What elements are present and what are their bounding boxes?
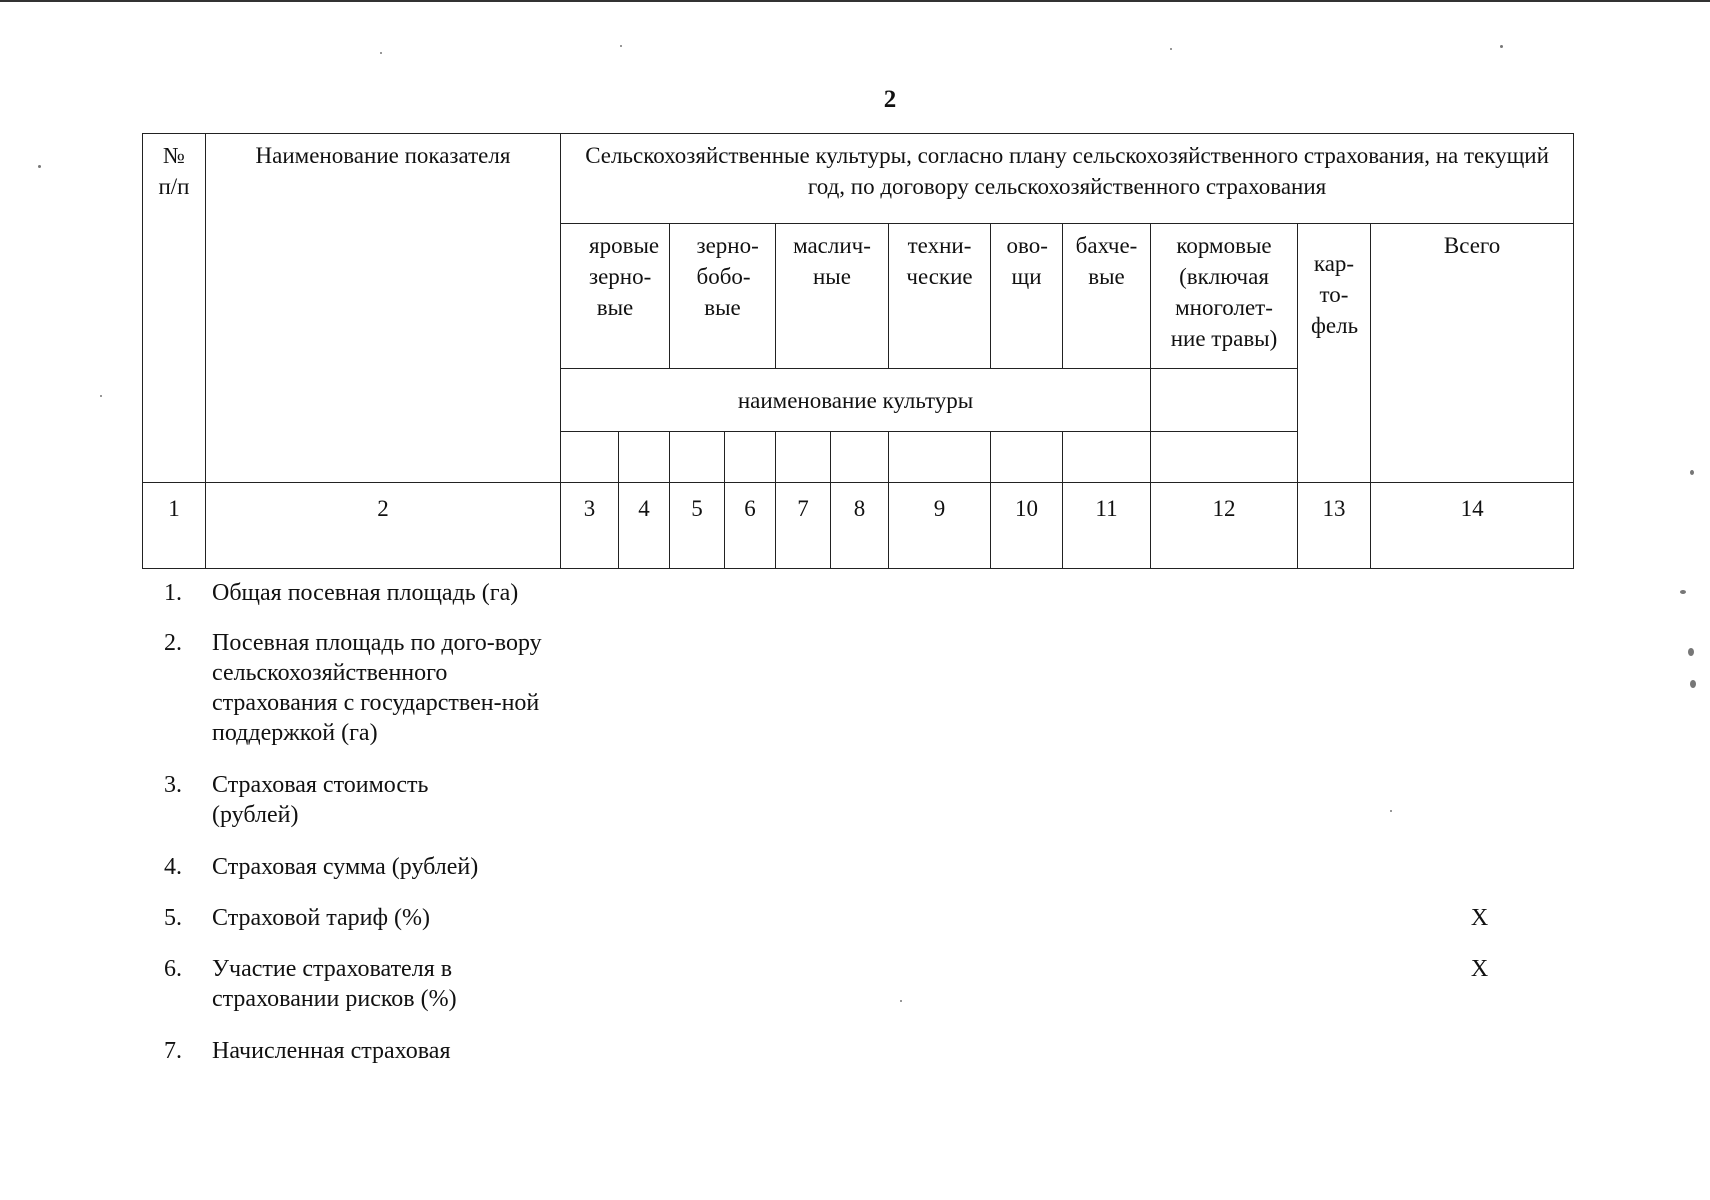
row-label: Страховая стоимость (рублей) [212,772,429,828]
column-number-cell: 1 [143,483,206,569]
scan-speck [380,52,382,54]
column-number-cell: 5 [670,483,725,569]
crop-legumes-cell [670,224,776,369]
page-number: 2 [883,86,897,113]
row-label: Посевная площадь по дого-вору сельскохозяйственного страхования с государствен-ной поддержкой (га) [212,630,542,746]
crop-name-label: наименование культуры [737,387,974,413]
column-number-cell: 2 [206,483,561,569]
column-number-cell: 8 [831,483,889,569]
scan-speck [1690,470,1694,475]
scan-speck [38,165,41,168]
crop-name-slot [619,432,670,483]
row-label: Участие страхователя в страховании рисков (%) [212,956,457,1012]
crop-spring-grain-label: яровые зерно-вые [589,233,660,320]
row-number: 6. [164,956,182,982]
insurance-table [142,133,1573,568]
scan-speck [620,45,622,47]
insurance-table-grid [142,133,1574,569]
header-crops-group-cell [561,134,1574,224]
header-name-label: Наименование показателя [255,143,511,168]
crop-vegetables-cell [991,224,1063,369]
crop-spring-grain-cell [561,224,670,369]
row-mark: X [1470,905,1489,931]
crop-name-slot [670,432,725,483]
column-number-cell: 14 [1371,483,1574,569]
crop-legumes-label: зерно-бобо-вые [696,233,759,320]
scan-speck [1500,45,1503,48]
crop-oilseed-label: маслич-ные [793,233,871,289]
scan-speck [100,395,102,397]
row-number: 4. [164,854,182,880]
crop-name-slot [725,432,776,483]
row-number: 2. [164,630,182,656]
row-label: Страховой тариф (%) [212,905,431,931]
crop-name-slot [1151,432,1298,483]
row-label: Начисленная страховая [212,1038,451,1064]
crop-name-slot [889,432,991,483]
row-label: Страховая сумма (рублей) [212,854,479,880]
column-number-cell: 11 [1063,483,1151,569]
row-number: 7. [164,1038,182,1064]
column-number-cell: 3 [561,483,619,569]
crop-potato-cell [1298,224,1371,483]
crop-name-fodder-cell [1151,369,1298,432]
column-number-cell: 13 [1298,483,1371,569]
column-number-cell: 4 [619,483,670,569]
crop-name-slot [831,432,889,483]
header-num-label: № п/п [158,143,190,199]
header-crops-group-label: Сельскохозяйственные культуры, согласно плану сельскохозяйственного страхования, на текущий год, по договору сельскохозяйственного страхования [585,143,1549,199]
column-number-cell: 7 [776,483,831,569]
crop-name-slot [991,432,1063,483]
crop-melons-cell [1063,224,1151,369]
header-name-cell [206,134,561,483]
top-border-line [0,0,1710,2]
crop-industrial-label: техни-ческие [906,233,973,289]
column-number-cell: 10 [991,483,1063,569]
scan-speck [1170,48,1172,50]
crop-name-slot [1063,432,1151,483]
column-number-cell: 9 [889,483,991,569]
scan-speck [900,1000,902,1002]
crop-potato-label: кар-то-фель [1311,251,1359,338]
crop-oilseed-cell [776,224,889,369]
crop-name-label-cell [561,369,1151,432]
crop-vegetables-label: ово-щи [1006,233,1048,289]
crop-name-slot [561,432,619,483]
crop-total-label: Всего [1443,233,1501,258]
scan-speck [1690,680,1696,688]
scan-speck [1680,590,1686,594]
column-number-cell: 6 [725,483,776,569]
header-num-cell [143,134,206,483]
row-number: 5. [164,905,182,931]
scan-speck [1688,648,1694,656]
crop-industrial-cell [889,224,991,369]
column-number-cell: 12 [1151,483,1298,569]
crop-melons-label: бахче-вые [1075,233,1138,289]
crop-fodder-label: кормовые (включая многолет-ние травы) [1170,233,1278,351]
crop-name-slot [776,432,831,483]
row-number: 3. [164,772,182,798]
crop-total-cell [1371,224,1574,483]
row-number: 1. [164,580,182,606]
crop-fodder-cell [1151,224,1298,369]
row-mark: X [1470,956,1489,982]
row-label: Общая посевная площадь (га) [212,580,519,606]
scan-speck [1390,810,1392,812]
